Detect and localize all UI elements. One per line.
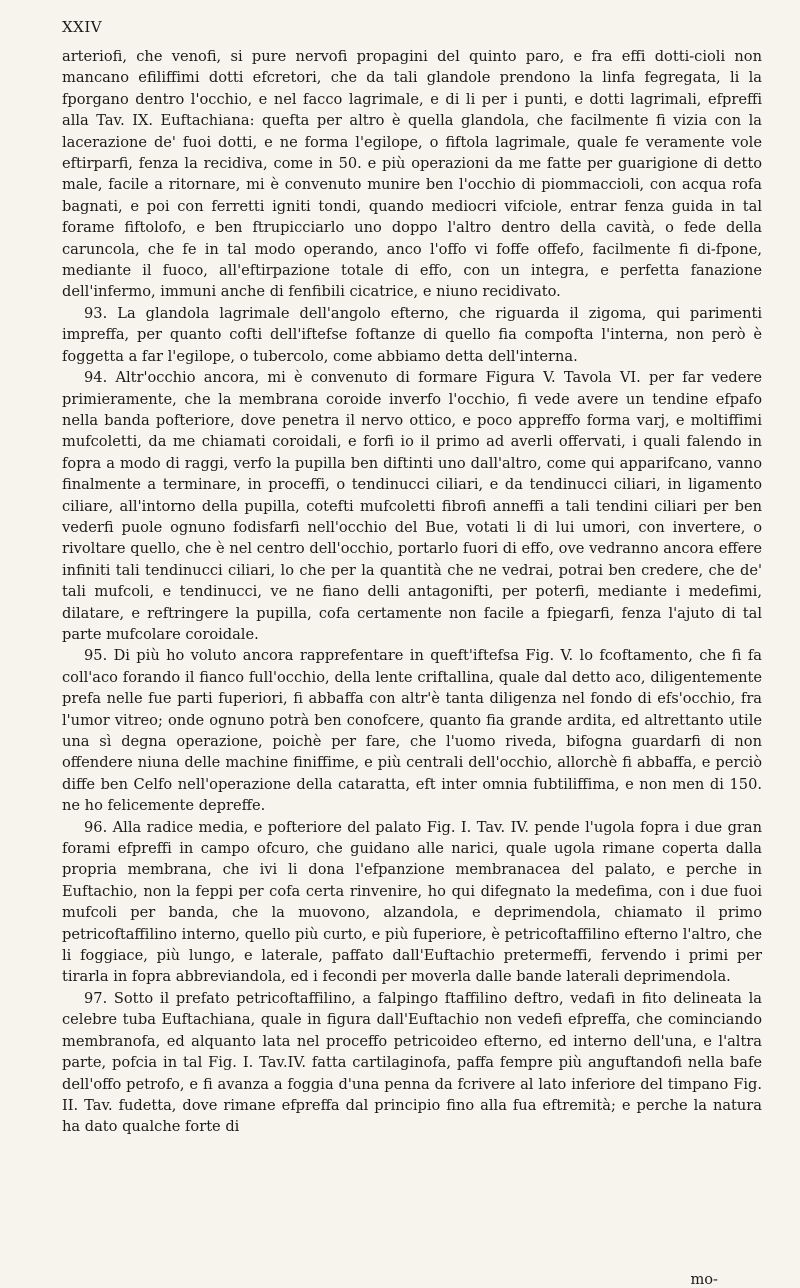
- paragraph-96: 96. Alla radice media, e pofteriore del palato Fig. I. Tav. IV. pende l'ugola fopra i due gran forami efpreffi in campo ofcuro, che guidano alle narici, quale ugola rimane coperta dalla propria membrana, che ivi li dona l'efpanzione membranacea del palato, e perche in Euftachio, non la feppi per cofa certa rinvenire, ho qui difegnato la medefima, con i due fuoi mufcoli per banda, che la muovono, alzandola, e deprimendola, chiamato il primo petricoftaffilino interno, quello più curto, e più fuperiore, è petricoftaffilino efterno l'altro, che li foggiace, più lungo, e laterale, paffato dall'Euftachio pretermeffi, fervendo i primi per tirarla in fopra abbreviandola, ed i fecondi per moverla dalle bande laterali deprimendola.: [62, 818, 762, 986]
- page-number: XXIV: [62, 18, 103, 36]
- paragraph-continuation: arteriofi, che venofi, si pure nervofi propagini del quinto paro, e fra effi dotti-cioli non mancano efiliffimi dotti efcretori, che da tali glandole prendono la linfa fegregata, li la fporgano dentro l'occhio, e nel facco lagrimale, e di li per i punti, e dotti lagrimali, efpreffi alla Tav. IX. Euftachiana: quefta per altro è quella glandola, che facilmente fi vizia con la lacerazione de' fuoi dotti, e ne forma l'egilope, o fiftola lagrimale, quale fe veramente vole eftirparfi, fenza la recidiva, come in 50. e più operazioni da me fatte per guarigione di detto male, facile a ritornare, mi è convenuto munire ben l'occhio di piommaccioli, con acqua rofa bagnati, e poi con ferretti igniti tondi, quando mediocri vifciole, entrar fenza guida in tal forame fiftolofo, e ben ftrupicciarlo uno doppo l'altro dentro della cavità, o fede della caruncola, che fe in tal modo operando, anco l'offo vi foffe offefo, facilmente fi di-fpone, mediante il fuoco, all'eftirpazione totale di effo, con un integra, e perfetta fanazione dell'infermo, immuni anche di fenfibili cicatrice, e niuno recidivato.: [62, 48, 762, 301]
- paragraph-94: 94. Altr'occhio ancora, mi è convenuto di formare Figura V. Tavola VI. per far vedere primieramente, che la membrana coroide inverfo l'occhio, fi vede avere un tendine efpafo nella banda pofteriore, dove penetra il nervo ottico, e poco appreffo forma varj, e moltiffimi mufcoletti, da me chiamati coroidali, e forfi io il primo ad averli offervati, i quali falendo in fopra a modo di raggi, verfo la pupilla ben diftinti uno dall'altro, come qui apparifcano, vanno finalmente a terminare, in proceffi, o tendinucci ciliari, e da tendinucci ciliari, in ligamento ciliare, all'intorno della pupilla, cotefti mufcoletti fibrofi anneffi a tali tendini ciliari per ben vederfi puole ognuno fodisfarfi nell'occhio del Bue, votati li di lui umori, con invertere, o rivoltare quello, che è nel centro dell'occhio, portarlo fuori di effo, ove vedranno ancora effere infiniti tali tendinucci ciliari, lo che per la quantità che ne vedrai, potrai ben credere, che de' tali mufcoli, e tendinucci, ve ne fiano delli antagonifti, per poterfi, mediante i medefimi, dilatare, e reftringere la pupilla, cofa certamente non facile a fpiegarfi, fenza l'ajuto di tal parte mufcolare coroidale.: [62, 369, 762, 643]
- book-page: [62, 0, 762, 1288]
- paragraph-97: 97. Sotto il prefato petricoftaffilino, a falpingo ftaffilino deftro, vedafi in fito delineata la celebre tuba Euftachiana, quale in figura dall'Euftachio non vedefi efpreffa, che cominciando membranofa, ed alquanto lata nel proceffo petricoideo efterno, ed interno dell'una, e l'altra parte, pofcia in tal Fig. I. Tav.IV. fatta cartilaginofa, paffa fempre più anguftandofi nella bafe dell'offo petrofo, e fi avanza a foggia d'una penna da fcrivere al lato inferiore del timpano Fig. II. Tav. fudetta, dove rimane efpreffa dal principio fino alla fua eftremità; e perche la natura ha dato qualche forte di: [62, 989, 762, 1136]
- catchword: mo-: [690, 1271, 718, 1288]
- paragraph-93: 93. La glandola lagrimale dell'angolo efterno, che riguarda il zigoma, qui parimenti impreffa, per quanto cofti dell'iftefse foftanze di quello fia compofta l'interna, non però è foggetta a far l'egilope, o tubercolo, come abbiamo detta dell'interna.: [62, 304, 762, 365]
- body-text: [62, 46, 762, 1138]
- paragraph-95: 95. Di più ho voluto ancora rapprefentare in queft'iftefsa Fig. V. lo fcoftamento, che fi fa coll'aco forando il fianco full'occhio, della lente criftallina, quale dal detto aco, diligentemente prefa nelle fue parti fuperiori, fi abbaffa con altr'è tanta diligenza nel fondo di efs'occhio, fra l'umor vitreo; onde ognuno potrà ben conofcere, quanto fia grande ardita, ed altrettanto utile una sì degna operazione, poichè per fare, che l'uomo riveda, bifogna guardarfi di non offendere niuna delle machine finiffime, e più centrali dell'occhio, allorchè fi abbaffa, e perciò diffe ben Celfo nell'operazione della cataratta, eft inter omnia fubtiliffima, e non men di 150. ne ho felicemente depreffe.: [62, 647, 762, 815]
